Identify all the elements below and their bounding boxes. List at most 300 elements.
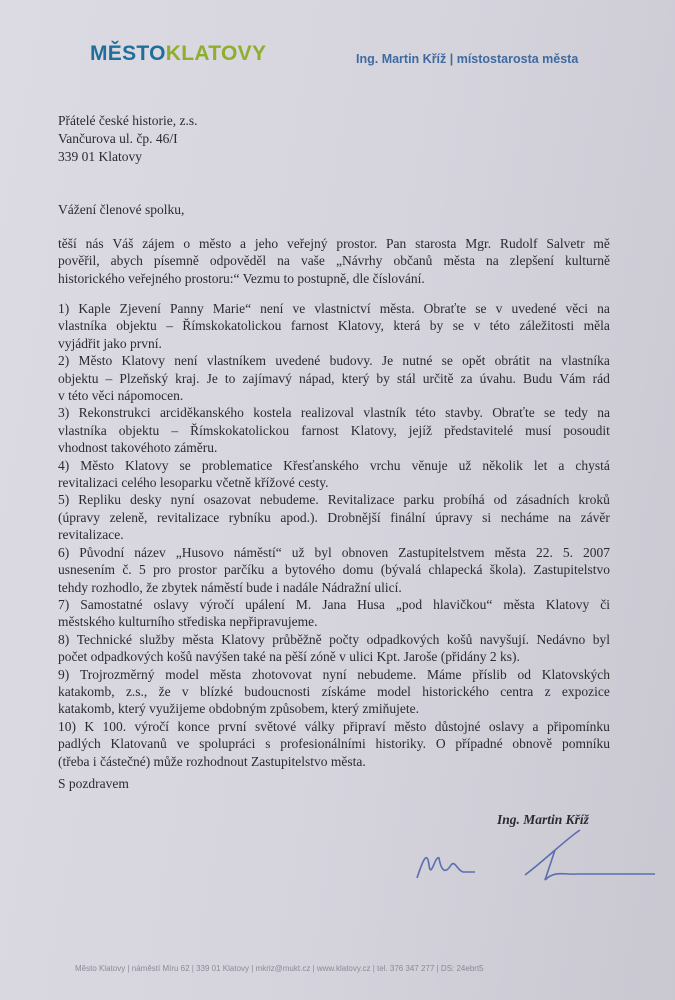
city-logo xyxy=(90,42,266,66)
word: ve xyxy=(292,301,306,316)
word: na xyxy=(597,405,610,421)
word: úpravy xyxy=(435,509,473,525)
text-line: v této věci nápomocen. xyxy=(58,388,184,404)
word: výročí xyxy=(199,596,235,612)
word: parčíku xyxy=(223,562,265,578)
sender-header: Ing. Martin Kříž | místostarosta města xyxy=(356,52,579,66)
word: – xyxy=(166,318,173,334)
word: jejíž xyxy=(408,422,433,438)
word: města xyxy=(503,596,535,612)
text-line xyxy=(58,491,610,508)
intro-paragraph xyxy=(58,235,610,287)
text-line xyxy=(58,631,610,648)
word: světové xyxy=(254,718,297,734)
word: kostela xyxy=(253,405,292,421)
word: připraví xyxy=(342,718,386,734)
word: vlastníka xyxy=(58,422,107,438)
word: „Návrhy xyxy=(335,253,383,269)
word: město xyxy=(198,236,232,251)
list-item xyxy=(58,300,610,352)
word: budoucnosti xyxy=(244,683,311,699)
word: upálení xyxy=(245,596,285,612)
list-item xyxy=(58,596,610,631)
word: není xyxy=(260,301,284,316)
word: Rekonstrukci xyxy=(78,405,151,421)
word: Panny xyxy=(170,301,204,316)
word: Nedávno xyxy=(536,631,586,647)
word: odpadkových xyxy=(366,631,440,647)
text-line xyxy=(58,457,610,474)
word: realizoval xyxy=(300,405,355,421)
word: chlapecká xyxy=(428,562,483,578)
word: spolupráci xyxy=(199,736,256,752)
word: padlých xyxy=(58,736,101,752)
word: Jana xyxy=(322,596,347,612)
word: finální xyxy=(390,509,426,525)
list-item xyxy=(58,352,610,404)
word: na xyxy=(277,253,290,269)
word: Město xyxy=(78,353,113,369)
word: historiky. xyxy=(375,736,427,752)
word: nás xyxy=(85,236,104,251)
text-line xyxy=(58,235,610,252)
word: o xyxy=(183,236,191,251)
word: Trojrozměrný xyxy=(79,666,155,682)
word: že xyxy=(158,683,171,699)
text-line xyxy=(58,666,610,683)
logo-text-klatovy: KLATOVY xyxy=(165,42,267,65)
word: písemně xyxy=(153,253,199,269)
word: nápad, xyxy=(298,370,335,386)
word: Klatovy xyxy=(221,631,265,647)
word: domu xyxy=(342,562,374,578)
word: Zastupitelstvo xyxy=(533,562,610,578)
word: centra xyxy=(500,683,534,699)
word: Máme xyxy=(427,666,462,682)
word: od xyxy=(517,666,531,682)
word: se xyxy=(544,405,556,421)
logo-text-mesto: MĚSTO xyxy=(90,42,166,65)
text-line xyxy=(58,300,610,317)
word: historického xyxy=(422,683,489,699)
text-line xyxy=(58,317,610,334)
word: už xyxy=(291,544,305,560)
word: a xyxy=(240,236,247,251)
word: – xyxy=(171,422,179,438)
word: let xyxy=(533,457,548,473)
list-item xyxy=(58,544,610,596)
word: Klatovy xyxy=(121,353,166,369)
text-line xyxy=(58,544,610,561)
word: Je xyxy=(206,370,218,386)
text-line xyxy=(58,561,610,578)
word: vaše xyxy=(300,253,325,269)
word: musí xyxy=(525,422,552,438)
word: měla xyxy=(583,318,610,334)
word: se xyxy=(452,318,464,334)
word: první xyxy=(218,718,247,734)
word: úvahu. xyxy=(479,370,516,386)
recipient-address xyxy=(58,112,197,166)
word: opět xyxy=(462,353,486,369)
word: 10) xyxy=(58,718,76,734)
text-line xyxy=(58,718,610,735)
word: arciděkanského xyxy=(159,405,244,421)
word: Obraťte xyxy=(423,301,467,316)
word: objektu xyxy=(116,318,157,334)
word: 8) xyxy=(58,631,70,647)
word: se xyxy=(179,457,191,473)
word: rád xyxy=(592,370,610,386)
text-line xyxy=(58,352,610,369)
text-line xyxy=(58,422,610,439)
text-line xyxy=(58,596,610,613)
word: Váš xyxy=(112,236,134,251)
text-line: vhodnost takovéhoto záměru. xyxy=(58,440,218,456)
word: náměstí“ xyxy=(233,544,282,560)
word: v xyxy=(181,683,189,699)
word: na xyxy=(558,509,572,525)
word: nebudeme. xyxy=(259,492,319,508)
word: O xyxy=(435,736,446,752)
word: určitě xyxy=(422,370,454,386)
word: závěr xyxy=(580,509,610,525)
word: usnesením xyxy=(58,562,115,578)
address-line: Vančurova ul. čp. 46/I xyxy=(58,131,178,146)
word: model xyxy=(165,666,199,682)
word: města xyxy=(443,253,475,269)
word: Je xyxy=(381,353,394,369)
list-item xyxy=(58,718,610,770)
word: desky xyxy=(130,492,162,508)
word: apod.). xyxy=(280,509,318,525)
footer-contact: Město Klatovy | náměstí Míru 62 | 339 01 Klatovy | mkriz@mukt.cz | www.klatovy.cz | tel. 376 347 277 | DS: 24ebrt5 xyxy=(75,964,484,973)
text-line: vyjádřit jako první. xyxy=(58,335,162,351)
word: stavby. xyxy=(445,405,483,421)
word: prostor. xyxy=(336,236,378,251)
word: (bývalá xyxy=(380,562,422,578)
word: jeho xyxy=(254,236,279,251)
word: město xyxy=(394,718,427,734)
word: si xyxy=(482,509,492,525)
word: Revitalizace xyxy=(327,492,395,508)
text-line: (třeba i částečné) může rozhodnout Zastupitelstvo města. xyxy=(58,753,366,769)
word: posoudit xyxy=(563,422,610,438)
word: Zastupitelstvem xyxy=(398,544,485,560)
word: Klatovanů xyxy=(110,736,167,752)
text-line: katakomb, který využijeme obdobným způsobem, který zmiňujete. xyxy=(58,701,420,717)
word: navyšují. xyxy=(479,631,529,647)
word: 5 xyxy=(139,562,146,578)
word: Město xyxy=(80,457,115,473)
text-line xyxy=(58,404,610,421)
word: č. xyxy=(122,562,132,578)
word: škola). xyxy=(489,562,527,578)
word: zlepšení xyxy=(509,253,554,269)
word: 100. xyxy=(102,718,127,734)
word: vlastnictví xyxy=(314,301,371,316)
word: název xyxy=(134,544,166,560)
word: kraj. xyxy=(175,370,200,386)
word: kroků xyxy=(578,492,610,508)
word: z xyxy=(544,683,551,699)
word: na xyxy=(597,301,610,316)
word: zhotovovat xyxy=(251,666,312,682)
text-line xyxy=(58,370,610,387)
word: nyní xyxy=(170,492,195,508)
word: 7) xyxy=(58,596,70,612)
text-line xyxy=(58,252,610,269)
list-item xyxy=(58,491,610,543)
word: občanů xyxy=(393,253,433,269)
word: objektu xyxy=(118,422,160,438)
word: záležitosti xyxy=(519,318,575,334)
word: Klatovských xyxy=(541,666,610,682)
word: konce xyxy=(177,718,210,734)
word: představitelé xyxy=(444,422,514,438)
word: 4) xyxy=(58,457,70,473)
word: Klatovy xyxy=(545,596,590,612)
word: „pod xyxy=(395,596,423,612)
word: mě xyxy=(593,236,610,251)
text-line: historického veřejného prostoru:“ Vezmu to postupně, dle číslování. xyxy=(58,270,425,286)
word: Pan xyxy=(386,236,407,251)
word: města xyxy=(494,544,526,560)
word: „Husovo xyxy=(175,544,224,560)
word: Rudolf xyxy=(499,236,538,251)
word: farnost xyxy=(301,422,339,438)
word: připomínku xyxy=(546,718,610,734)
word: získáme xyxy=(321,683,366,699)
word: z.s., xyxy=(125,683,148,699)
word: pro xyxy=(153,562,172,578)
word: revitalizace xyxy=(156,509,220,525)
word: na xyxy=(539,353,552,369)
word: oslavy xyxy=(153,596,189,612)
word: farnost xyxy=(290,318,329,334)
word: 3) xyxy=(58,405,70,421)
word: Obraťte xyxy=(492,405,535,421)
word: 5. xyxy=(562,544,573,560)
word: rybníku xyxy=(228,509,271,525)
word: Drobnější xyxy=(327,509,381,525)
word: Samostatné xyxy=(80,596,143,612)
greeting: Vážení členové spolku, xyxy=(58,202,185,217)
word: důstojné xyxy=(434,718,481,734)
word: této xyxy=(489,318,510,334)
word: M. xyxy=(295,596,312,612)
word: ve xyxy=(176,736,190,752)
word: několik xyxy=(482,457,523,473)
word: (úpravy xyxy=(58,509,100,525)
numbered-items xyxy=(58,300,610,770)
text-line: revitalizaci celého lesoparku včetně křížové cesty. xyxy=(58,475,329,491)
word: objektu xyxy=(58,370,99,386)
word: Repliku xyxy=(78,492,122,508)
word: od xyxy=(493,492,508,508)
word: za xyxy=(460,370,473,386)
word: Technické xyxy=(76,631,133,647)
word: v xyxy=(473,318,481,334)
address-line: 339 01 Klatovy xyxy=(58,149,142,164)
word: Klatovy, xyxy=(337,318,384,334)
list-item xyxy=(58,666,610,718)
word: Vám xyxy=(559,370,586,386)
word: pomníku xyxy=(561,736,610,752)
word: Budu xyxy=(522,370,553,386)
word: války xyxy=(304,718,335,734)
word: to xyxy=(224,370,236,386)
word: města xyxy=(209,666,242,682)
word: 9) xyxy=(58,666,70,682)
word: expozice xyxy=(561,683,610,699)
word: s xyxy=(265,736,271,752)
word: Salvetr xyxy=(546,236,585,251)
word: Kaple xyxy=(78,301,111,316)
word: Římskokatolickou xyxy=(182,318,282,334)
word: oslavy xyxy=(488,718,525,734)
word: zeleně, xyxy=(109,509,148,525)
word: či xyxy=(600,596,610,612)
text-line: městského kulturního střediska nepřipravujeme. xyxy=(58,614,318,630)
word: města xyxy=(182,631,214,647)
word: zájem xyxy=(142,236,175,251)
word: parku xyxy=(403,492,435,508)
address-line: Přátelé české historie, z.s. xyxy=(58,113,198,128)
word: vlastníka xyxy=(561,353,610,369)
word: Klatovy xyxy=(125,457,169,473)
word: případné xyxy=(455,736,503,752)
word: 2) xyxy=(58,353,70,369)
word: 1) xyxy=(58,301,70,316)
word: byl xyxy=(314,544,332,560)
word: kulturně xyxy=(564,253,610,269)
word: obnoven xyxy=(341,544,389,560)
word: příslib xyxy=(472,666,507,682)
word: v xyxy=(495,301,503,316)
word: model xyxy=(377,683,411,699)
word: této xyxy=(415,405,436,421)
word: Husa xyxy=(357,596,385,612)
word: tedy xyxy=(564,405,588,421)
word: nebudeme. xyxy=(357,666,417,682)
word: bytového xyxy=(285,562,336,578)
word: Klatovy, xyxy=(350,422,397,438)
word: se xyxy=(475,301,487,316)
word: Římskokatolickou xyxy=(190,422,290,438)
word: uvedené xyxy=(511,301,557,316)
word: a xyxy=(271,562,278,578)
word: Marie“ xyxy=(212,301,252,316)
closing: S pozdravem xyxy=(58,776,129,791)
word: která xyxy=(393,318,421,334)
word: 22. xyxy=(535,544,553,560)
word: blízké xyxy=(199,683,233,699)
word: veřejný xyxy=(286,236,328,251)
word: chystá xyxy=(575,457,610,473)
word: nyní xyxy=(322,666,347,682)
word: košů xyxy=(446,631,473,647)
word: starosta xyxy=(415,236,457,251)
word: těší xyxy=(58,236,77,251)
word: stál xyxy=(396,370,416,386)
word: obnově xyxy=(512,736,553,752)
word: obrátit xyxy=(494,353,530,369)
word: K xyxy=(84,718,95,734)
word: počty xyxy=(329,631,360,647)
word: 2007 xyxy=(582,544,610,560)
text-line: počet odpadkových košů navýšen také na pěší zóně v ulici Kpt. Jaroše (přidány 2 ks). xyxy=(58,649,520,665)
word: Mgr. xyxy=(465,236,492,251)
word: průběžně xyxy=(272,631,322,647)
word: vlastníka xyxy=(58,318,107,334)
handwritten-signature xyxy=(405,820,665,900)
word: nutné xyxy=(402,353,433,369)
word: problematice xyxy=(201,457,273,473)
text-line xyxy=(58,509,610,526)
word: byl xyxy=(592,631,610,647)
word: vlastníkem xyxy=(206,353,267,369)
text-line: revitalizace. xyxy=(58,527,124,543)
list-item xyxy=(58,457,610,492)
word: zajímavý xyxy=(242,370,292,386)
word: – xyxy=(105,370,113,386)
word: věci xyxy=(565,301,589,316)
word: osazovat xyxy=(203,492,251,508)
word: probíhá xyxy=(443,492,485,508)
word: by xyxy=(429,318,444,334)
text-line xyxy=(58,683,610,700)
word: abych xyxy=(110,253,143,269)
signature-name: Ing. Martin Kříž xyxy=(497,812,589,827)
word: odpověděl xyxy=(209,253,267,269)
word: Křesťanského xyxy=(283,457,359,473)
word: se xyxy=(441,353,453,369)
word: vlastník xyxy=(363,405,407,421)
word: Plzeňský xyxy=(119,370,169,386)
list-item xyxy=(58,404,610,456)
word: budovy. xyxy=(329,353,373,369)
word: pověřil, xyxy=(58,253,100,269)
word: Zjevení xyxy=(119,301,161,316)
word: hlavičkou“ xyxy=(433,596,493,612)
word: a xyxy=(558,457,565,473)
word: na xyxy=(485,253,499,269)
word: výročí xyxy=(134,718,170,734)
word: věnuje xyxy=(411,457,448,473)
text-line xyxy=(58,735,610,752)
word: Původní xyxy=(79,544,125,560)
word: není xyxy=(174,353,198,369)
word: který xyxy=(341,370,370,386)
word: prostor xyxy=(178,562,217,578)
word: zásadních xyxy=(516,492,570,508)
word: by xyxy=(376,370,390,386)
word: vrchu xyxy=(369,457,401,473)
word: katakomb, xyxy=(58,683,115,699)
word: města. xyxy=(379,301,415,316)
word: necháme xyxy=(500,509,549,525)
list-item xyxy=(58,631,610,666)
word: už xyxy=(458,457,472,473)
text-line: tehdy rozhodlo, že zbytek náměstí bude i nadále Nádražní ulicí. xyxy=(58,579,402,595)
word: 5) xyxy=(58,492,70,508)
word: 6) xyxy=(58,544,70,560)
word: uvedené xyxy=(275,353,321,369)
word: služby xyxy=(139,631,175,647)
word: profesionálními xyxy=(280,736,366,752)
word: a xyxy=(532,718,539,734)
